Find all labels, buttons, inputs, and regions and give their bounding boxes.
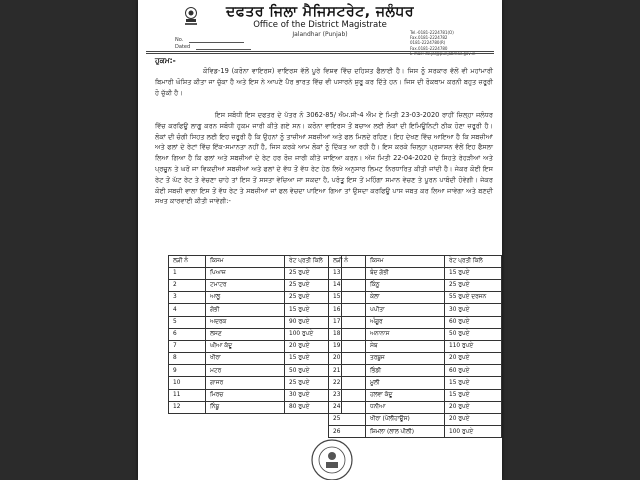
item-name-cell: ਸ਼ਿਮਲਾ (ਲਾਲ ਪੀਲੀ) xyxy=(366,426,445,438)
table-row xyxy=(169,365,342,377)
serial-number-cell: 14 xyxy=(329,279,366,291)
rate-cell: 50 ਰੁਪਏ xyxy=(445,328,502,340)
rate-cell: 25 ਰੁਪਏ xyxy=(285,279,342,291)
reference-number-field: No. xyxy=(175,37,244,43)
serial-number-cell: 9 xyxy=(169,365,206,377)
header-serial: ਲੜੀ ਨੰ xyxy=(169,256,206,268)
rate-cell: 15 ਰੁਪਏ xyxy=(445,389,502,401)
table-row xyxy=(169,316,342,328)
item-name-cell: ਮਿਰਚ xyxy=(206,389,285,401)
office-title-english: Office of the District Magistrate xyxy=(253,20,387,30)
header-serial: ਲੜੀ ਨੰ xyxy=(329,256,366,268)
serial-number-cell: 18 xyxy=(329,328,366,340)
rates-table-right xyxy=(328,255,502,438)
table-row xyxy=(329,401,502,413)
item-name-cell: ਘੀਆ ਕੱਦੂ xyxy=(206,340,285,352)
item-name-cell: ਅਦਰਕ xyxy=(206,316,285,328)
contact-block: Tel.-0181-2224781(O) Fax.0181-2224782 0181-2224780(R) Fax.0181-2224780 E-mail: dc.jal@punjabmail.gov.in xyxy=(410,30,476,56)
table-row xyxy=(169,328,342,340)
rate-cell: 20 ਰੁਪਏ xyxy=(445,414,502,426)
table-row xyxy=(169,340,342,352)
table-row xyxy=(329,414,502,426)
rate-cell: 20 ਰੁਪਏ xyxy=(285,340,342,352)
serial-number-cell: 15 xyxy=(329,292,366,304)
rate-cell: 15 ਰੁਪਏ xyxy=(445,377,502,389)
serial-number-cell: 1 xyxy=(169,267,206,279)
rate-cell: 25 ਰੁਪਏ xyxy=(445,279,502,291)
serial-number-cell: 23 xyxy=(329,389,366,401)
header-rate: ਰੇਟ ਪ੍ਰਤੀ ਕਿਲੋ xyxy=(445,256,502,268)
rate-cell: 80 ਰੁਪਏ xyxy=(285,401,342,413)
rate-cell: 60 ਰੁਪਏ xyxy=(445,316,502,328)
item-name-cell: ਲਸਣ xyxy=(206,328,285,340)
serial-number-cell: 2 xyxy=(169,279,206,291)
table-row xyxy=(329,328,502,340)
item-name-cell: ਕਿੰਨੂ xyxy=(366,279,445,291)
serial-number-cell: 20 xyxy=(329,353,366,365)
table-header-row xyxy=(169,256,342,268)
rate-cell: 50 ਰੁਪਏ xyxy=(285,365,342,377)
rate-cell: 30 ਰੁਪਏ xyxy=(285,389,342,401)
rate-cell: 25 ਰੁਪਏ xyxy=(285,267,342,279)
item-name-cell: ਤਰਬੂਜ xyxy=(366,353,445,365)
serial-number-cell: 3 xyxy=(169,292,206,304)
item-name-cell: ਪਪੀਤਾ xyxy=(366,304,445,316)
item-name-cell: ਟਮਾਟਰ xyxy=(206,279,285,291)
serial-number-cell: 7 xyxy=(169,340,206,352)
table-row xyxy=(329,292,502,304)
item-name-cell: ਆਲੂ xyxy=(206,292,285,304)
table-header-row xyxy=(329,256,502,268)
table-row xyxy=(169,267,342,279)
rate-cell: 110 ਰੁਪਏ xyxy=(445,340,502,352)
rate-cell: 15 ਰੁਪਏ xyxy=(285,304,342,316)
serial-number-cell: 12 xyxy=(169,401,206,413)
table-row xyxy=(329,316,502,328)
serial-number-cell: 24 xyxy=(329,401,366,413)
rate-cell: 15 ਰੁਪਏ xyxy=(285,353,342,365)
header-rate: ਰੇਟ ਪ੍ਰਤੀ ਕਿਲੋ xyxy=(285,256,342,268)
item-name-cell: ਕੇਲਾ xyxy=(366,292,445,304)
item-name-cell: ਬੰਦ ਗੋਭੀ xyxy=(366,267,445,279)
table-row xyxy=(169,304,342,316)
item-name-cell: ਭਿੰਡੀ xyxy=(366,365,445,377)
serial-number-cell: 13 xyxy=(329,267,366,279)
rate-cell: 30 ਰੁਪਏ xyxy=(445,304,502,316)
table-row xyxy=(329,426,502,438)
rate-cell: 15 ਰੁਪਏ xyxy=(445,267,502,279)
item-name-cell: ਖੀਰਾ xyxy=(206,353,285,365)
rate-cell: 100 ਰੁਪਏ xyxy=(285,328,342,340)
table-row xyxy=(169,389,342,401)
rates-table-left xyxy=(168,255,342,414)
serial-number-cell: 19 xyxy=(329,340,366,352)
order-title: ਹੁਕਮ:- xyxy=(155,56,176,65)
header-item: ਕਿਸਮ xyxy=(366,256,445,268)
table-row xyxy=(329,365,502,377)
item-name-cell: ਸੇਬ xyxy=(366,340,445,352)
rate-cell: 25 ਰੁਪਏ xyxy=(285,377,342,389)
serial-number-cell: 22 xyxy=(329,377,366,389)
office-title-punjabi: ਦਫਤਰ ਜਿਲਾ ਮੈਜਿਸਟਰੇਟ, ਜਲੰਧਰ xyxy=(225,4,415,20)
table-row xyxy=(169,377,342,389)
item-name-cell: ਮਟਰ xyxy=(206,365,285,377)
serial-number-cell: 11 xyxy=(169,389,206,401)
rate-cell: 20 ਰੁਪਏ xyxy=(445,353,502,365)
header-divider-thin xyxy=(146,53,494,54)
item-name-cell: ਖੀਰਾ (ਪੋਲੀਹਾਊਸ) xyxy=(366,414,445,426)
item-name-cell: ਅਨਾਨਾਸ xyxy=(366,328,445,340)
rate-cell: 100 ਰੁਪਏ xyxy=(445,426,502,438)
item-name-cell: ਗਾਜਰ xyxy=(206,377,285,389)
table-row xyxy=(329,389,502,401)
rate-cell: 20 ਰੁਪਏ xyxy=(445,401,502,413)
item-name-cell: ਨਿੰਬੂ xyxy=(206,401,285,413)
table-row xyxy=(329,279,502,291)
serial-number-cell: 8 xyxy=(169,353,206,365)
table-row xyxy=(169,279,342,291)
serial-number-cell: 26 xyxy=(329,426,366,438)
header-divider xyxy=(146,51,494,52)
serial-number-cell: 17 xyxy=(329,316,366,328)
serial-number-cell: 16 xyxy=(329,304,366,316)
office-seal-icon xyxy=(310,438,354,480)
table-row xyxy=(169,353,342,365)
dated-field: Dated xyxy=(175,44,251,50)
table-row xyxy=(169,401,342,413)
serial-number-cell: 5 xyxy=(169,316,206,328)
rate-cell: 90 ਰੁਪਏ xyxy=(285,316,342,328)
table-row xyxy=(329,267,502,279)
serial-number-cell: 10 xyxy=(169,377,206,389)
table-row xyxy=(329,340,502,352)
item-name-cell: ਮੂਲੀ xyxy=(366,377,445,389)
table-row xyxy=(329,353,502,365)
order-paragraph-1: ਕੋਵਿਡ-19 (ਕਰੋਨਾ ਵਾਇਰਸ) ਵਾਇਰਸ ਵੱਲੋਂ ਪੂਰੇ ਵਿਸ਼ਵ ਵਿੱਚ ਦਹਿਸ਼ਤ ਫੈਲਾਈ ਹੈ। ਜਿਸ ਨੂੰ ਸਰਕਾਰ ਵੱਲੋਂ ਵੀ ਮਹਾਂਮਾਰੀ ਬਿਮਾਰੀ ਘੋਸ਼ਿਤ ਕੀਤਾ ਜਾ ਚੁੱਕਾ ਹੈ ਅਤੇ ਇਸ ਨੇ ਆਪਣੇ ਪੈਰ ਭਾਰਤ ਵਿੱਚ ਵੀ ਪਸਾਰਨੇ ਸ਼ੁਰੂ ਕਰ ਦਿੱਤੇ ਹਨ। ਜਿਸ ਦੀ ਰੋਕਥਾਮ ਕਰਨੀ ਬਹੁਤ ਜ਼ਰੂਰੀ ਹੋ ਚੁੱਕੀ ਹੈ। xyxy=(155,67,493,97)
item-name-cell: ਪਿਆਜ਼ xyxy=(206,267,285,279)
item-name-cell: ਹਲਵਾ ਕੱਦੂ xyxy=(366,389,445,401)
table-row xyxy=(169,292,342,304)
serial-number-cell: 4 xyxy=(169,304,206,316)
order-paragraph-2: ਇਸ ਸਬੰਧੀ ਇਸ ਦਫਤਰ ਦੇ ਪੱਤਰ ਨੰ 3062-85/ ਐਮ.ਸੀ-4 ਐਮ ਏ ਮਿਤੀ 23-03-2020 ਰਾਹੀਂ ਜ਼ਿਲ੍ਹਾ ਜਲੰਧਰ ਵਿੱਚ ਕਰਫਿਊ ਲਾਗੂ ਕਰਨ ਸਬੰਧੀ ਹੁਕਮ ਜਾਰੀ ਕੀਤੇ ਗਏ ਸਨ। ਕਰੋਨਾ ਵਾਇਰਸ ਤੋਂ ਬਚਾਅ ਲਈ ਲੋਕਾਂ ਦੀ ਇਮਿਊਨਿਟੀ ਠੀਕ ਹੋਣਾ ਜ਼ਰੂਰੀ ਹੈ। ਲੋਕਾਂ ਦੀ ਚੰਗੀ ਸਿਹਤ ਲਈ ਇਹ ਜ਼ਰੂਰੀ ਹੈ ਕਿ ਉਹਨਾਂ ਨੂੰ ਤਾਜ਼ੀਆਂ ਸਬਜ਼ੀਆਂ ਅਤੇ ਫਲ ਮਿਲਦੇ ਰਹਿਣ। ਇਹ ਦੇਖਣ ਵਿੱਚ ਆਇਆ ਹੈ ਕਿ ਸਬਜ਼ੀਆਂ ਅਤੇ ਫਲਾਂ ਦੇ ਰੇਟਾਂ ਵਿੱਚ ਇੱਕ-ਸਮਾਨਤਾ ਨਹੀਂ ਹੈ, ਜਿਸ ਕਰਕੇ ਆਮ ਲੋਕਾਂ ਨੂੰ ਦਿੱਕਤ ਆ ਰਹੀ ਹੈ। ਇਸ ਕਰਕੇ ਜ਼ਿਲ੍ਹਾ ਪ੍ਰਸ਼ਾਸਨ ਵੱਲੋਂ ਇਹ ਫੈਸਲਾ ਲਿਆ ਗਿਆ ਹੈ ਕਿ ਫਲਾਂ ਅਤੇ ਸਬਜ਼ੀਆਂ ਦੇ ਰੇਟ ਹਰ ਰੋਜ਼ ਜਾਰੀ ਕੀਤੇ ਜਾਇਆ ਕਰਨ। ਅੱਜ ਮਿਤੀ 22-04-2020 ਦੇ ਸਿਹਤੇ ਰੇਹੜੀਆਂ ਅਤੇ ਪ੍ਰਚੂਨ ਤੇ ਘਰੋਂ ਜਾ ਵਿਕਦੀਆਂ ਸਬਜ਼ੀਆਂ ਅਤੇ ਫਲਾਂ ਦੇ ਵੱਧ ਤੋਂ ਵੱਧ ਰੇਟ ਹੇਠ ਲਿਖੇ ਅਨੁਸਾਰ ਲਿਮਟ ਨਿਰਧਾਰਿਤ ਕੀਤੀ ਜਾਂਦੀ ਹੈ। ਜੇਕਰ ਕੋਈ ਇਸ ਰੇਟ ਤੋਂ ਘੱਟ ਰੇਟ ਤੇ ਵੇਚਣਾ ਚਾਹੇ ਤਾਂ ਇਸ ਤੋਂ ਸਸਤਾ ਵੇਚਿਆ ਜਾ ਸਕਦਾ ਹੈ, ਪਰੰਤੂ ਇਸ ਤੋਂ ਮਹਿੰਗਾ ਸਮਾਨ ਵੇਚਣ ਤੇ ਪੂਰਨ ਪਾਬੰਦੀ ਹੋਵੇਗੀ। ਜੇਕਰ ਕੋਈ ਸਬਜ਼ੀ ਵਾਲਾ ਇਸ ਤੋਂ ਵੱਧ ਰੇਟ ਤੇ ਸਬਜ਼ੀਆਂ ਜਾਂ ਫਲ ਵੇਚਦਾ ਪਾਇਆ ਗਿਆ ਤਾਂ ਉਸਦਾ ਕਰਫਿਊ ਪਾਸ ਜਬਤ ਕਰ ਲਿਆ ਜਾਵੇਗਾ ਅਤੇ ਬਣਦੀ ਸਖਤ ਕਾਰਵਾਈ ਕੀਤੀ ਜਾਵੇਗੀ:- xyxy=(155,111,493,206)
office-location: Jalandhar (Punjab) xyxy=(292,31,348,38)
header-item: ਕਿਸਮ xyxy=(206,256,285,268)
serial-number-cell: 6 xyxy=(169,328,206,340)
table-row xyxy=(329,377,502,389)
item-name-cell: ਗੋਭੀ xyxy=(206,304,285,316)
rate-cell: 25 ਰੁਪਏ xyxy=(285,292,342,304)
serial-number-cell: 25 xyxy=(329,414,366,426)
item-name-cell: ਧਨੀਆ xyxy=(366,401,445,413)
rate-cell: 55 ਰੁਪਏ ਦਰਜਨ xyxy=(445,292,502,304)
document-page xyxy=(138,0,502,480)
table-row xyxy=(329,304,502,316)
rate-cell: 60 ਰੁਪਏ xyxy=(445,365,502,377)
item-name-cell: ਅੰਗੂਰ xyxy=(366,316,445,328)
serial-number-cell: 21 xyxy=(329,365,366,377)
